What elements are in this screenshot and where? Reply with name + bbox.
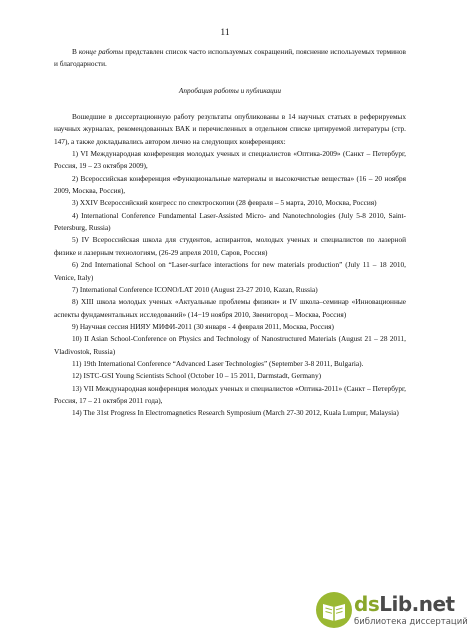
watermark-subtitle: библиотека диссертаций	[354, 617, 468, 627]
conference-item: 10) II Asian School-Conference on Physics and Technology of Nanostructured Materials (August 21 – 28 2011, Vladivostok, Russia)	[54, 334, 406, 356]
conference-item: 6) 2nd International School on “Laser-surface interactions for new materials production” (July 11 – 18 2010, Venice, Italy)	[54, 260, 406, 282]
conference-item: 3) XXIV Всероссийский конгресс по спектроскопии (28 февраля – 5 марта, 2010, Москва, Россия)	[72, 198, 377, 208]
intro-end: представлен список часто используемых сокращений, пояснение используемых терминов и благодарности.	[54, 47, 407, 69]
page-body	[54, 46, 406, 420]
intro-paragraph	[54, 46, 406, 71]
watermark-brand	[354, 592, 455, 616]
conference-item: 7) International Conference ICONO/LAT 2010 (August 23-27 2010, Kazan, Russia)	[72, 284, 318, 294]
conference-item: 9) Научная сессия НИЯУ МИФИ-2011 (30 января - 4 февраля 2011, Москва, Россия)	[72, 321, 334, 331]
conference-item: 1) VI Международная конференция молодых ученых и специалистов «Оптика-2009» (Санкт – Петербург, Россия, 19 – 23 октября 2009),	[54, 149, 406, 171]
intro-start: В	[72, 47, 79, 56]
conference-list	[54, 148, 406, 420]
conference-item: 13) VII Международная конференция молодых ученых и специалистов «Оптика-2011» (Санкт – Петербург, Россия, 17 – 21 октября 2011 года),	[54, 383, 406, 405]
book-logo-icon	[314, 590, 354, 630]
page-number: 11	[220, 28, 230, 38]
conference-item: 4) International Conference Fundamental Laser-Assisted Micro- and Nanotechnologies (July 5-8 2010, Saint-Petersburg, Russia)	[54, 210, 406, 233]
conference-item: 8) XIII школа молодых ученых «Актуальные проблемы физики» и IV школа–семинар «Инновационные аспекты фундаментальных исследований» (14−19 ноября 2010, Звенигород – Москва, Россия)	[54, 297, 406, 319]
conference-item: 11) 19th International Conference “Advanced Laser Technologies” (September 3-8 2011, Bulgaria).	[72, 358, 364, 368]
conference-item: 12) ISTC-GSI Young Scientists School (October 10 – 15 2011, Darmstadt, Germany)	[72, 371, 322, 381]
dslib-watermark[interactable]	[314, 590, 468, 632]
publications-paragraph: Вошедшие в диссертационную работу результаты опубликованы в 14 научных статьях в реферируемых научных журналах, рекомендованных ВАК и перечисленных в отдельном списке цитируемой литературы (стр. 147), а также докладывались автором лично на следующих конференциях:	[54, 112, 406, 146]
watermark-brand-prefix: ds	[354, 592, 380, 616]
conference-item: 14) The 31st Progress In Electromagnetics Research Symposium (March 27-30 2012, Kuala Lumpur, Malaysia)	[72, 408, 399, 418]
intro-italic: конце работы	[78, 47, 124, 56]
conference-item: 2) Всероссийская конференция «Функциональные материалы и высокочистые вещества» (16 – 20 ноября 2009, Москва, Россия),	[54, 173, 406, 196]
section-title: Апробация работы и публикации	[178, 85, 282, 95]
conference-item: 5) IV Всероссийская школа для студентов, аспирантов, молодых ученых и специалистов по лазерной физике и лазерным технологиям, (26-29 апреля 2010, Саров, Россия)	[54, 235, 406, 257]
watermark-brand-suffix: Lib.net	[379, 592, 455, 616]
